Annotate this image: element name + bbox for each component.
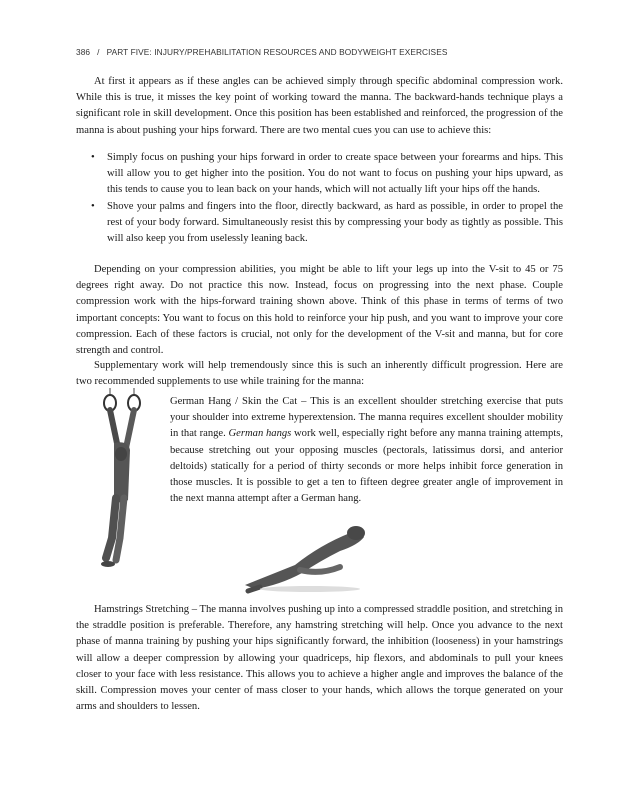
paragraph-text: Depending on your compression abilities, you might be able to lift your legs up into the V-sit to 45 or 75 degrees right away. Do not practice this now. Instead, focus on progressing into the next phase. Couple compression work with the hips-forward training shown above. Think of this phase in terms of terms of two important concepts: You want to focus on this hold to reinforce your hip push, and you want to improve your core compression. Each of these factors is crucial, not only for the development of the V-sit and manna, but for core strength and control. [76, 264, 563, 357]
german-hang-figure [90, 388, 160, 573]
paragraph-text [170, 394, 563, 507]
paragraph-hamstrings [76, 602, 563, 715]
german-hangs-emphasis: German hangs [228, 428, 292, 440]
paragraph-intro [76, 74, 563, 139]
list-item-text: Shove your palms and fingers into the floor, directly backward, as hard as possible, in order to propel the rest of your body forward. Simultaneously resist this by compressing your body as tightly as possible. This will also keep you from uselessly leaning back. [107, 200, 563, 245]
bullet-icon: • [91, 152, 95, 163]
paragraph-text: Hamstrings Stretching – The manna involves pushing up into a compressed straddle position, and stretching in the straddle position is preferable. Therefore, any hamstring stretching will help. Once you advance to the next phase of manna training by pushing your hips significantly forward, the inhibition (looseness) in your hamstrings will allow a deeper compression by allowing your quadriceps, hip flexors, and abdominals to pull your knees closer to your face with less resistance. This allows you to achieve a higher angle and improves the balance of the skill. Compression moves your center of mass closer to your hands, which allows the torque generated on your arms and shoulders to lessen. [76, 604, 563, 713]
german-hang-lead: German Hang / Skin the Cat – This is an excellent shoulder stretching exercise that puts your shoulder into extreme hyperextension. The manna requires excellent shoulder mobility in that range. [170, 396, 563, 440]
list-item [91, 199, 563, 248]
german-hang-description [170, 394, 563, 507]
stretching-figure [240, 515, 375, 595]
german-hang-rest: work well, especially right before any manna training attempts, because stretching out your opposing muscles (pectorals, latissimus dorsi, and anterior deltoids) statically for a period of thirty seconds or more helps inhibit force generation in those muscles. It is possible to get a ten to fifteen degree greater angle of improvement in the next manna attempt after a German hang. [170, 428, 563, 505]
paragraph-text: Supplementary work will help tremendously since this is such an inherently difficult progression. Here are two recommended supplements to use while training for the manna: [76, 360, 563, 388]
mental-cues-list [91, 150, 563, 247]
running-title: PART FIVE: INJURY/PREHABILITATION RESOURCES AND BODYWEIGHT EXERCISES [106, 47, 448, 57]
paragraph-text: At first it appears as if these angles can be achieved simply through specific abdominal compression work. While this is true, it misses the key point of working toward the manna. The backward-hands technique plays a significant role in skill development. Once this position has been established and reinforced, the progression of the manna is about pushing your hips forward. There are two mental cues you can use to achieve this: [76, 76, 563, 136]
paragraph-compression [76, 262, 563, 359]
page-number: 386 [76, 47, 91, 57]
list-item-text: Simply focus on pushing your hips forward in order to create space between your forearms and hips. This will allow you to get higher into the position. You do not want to focus on pushing your hips upward, as this tends to cause you to lean back on your hands, which will not actually lift your hips off the hands. [107, 152, 563, 196]
bullet-icon: • [91, 200, 95, 212]
list-item [91, 150, 563, 199]
header-separator: / [97, 47, 100, 57]
running-header [76, 47, 447, 57]
paragraph-supplements [76, 358, 563, 390]
